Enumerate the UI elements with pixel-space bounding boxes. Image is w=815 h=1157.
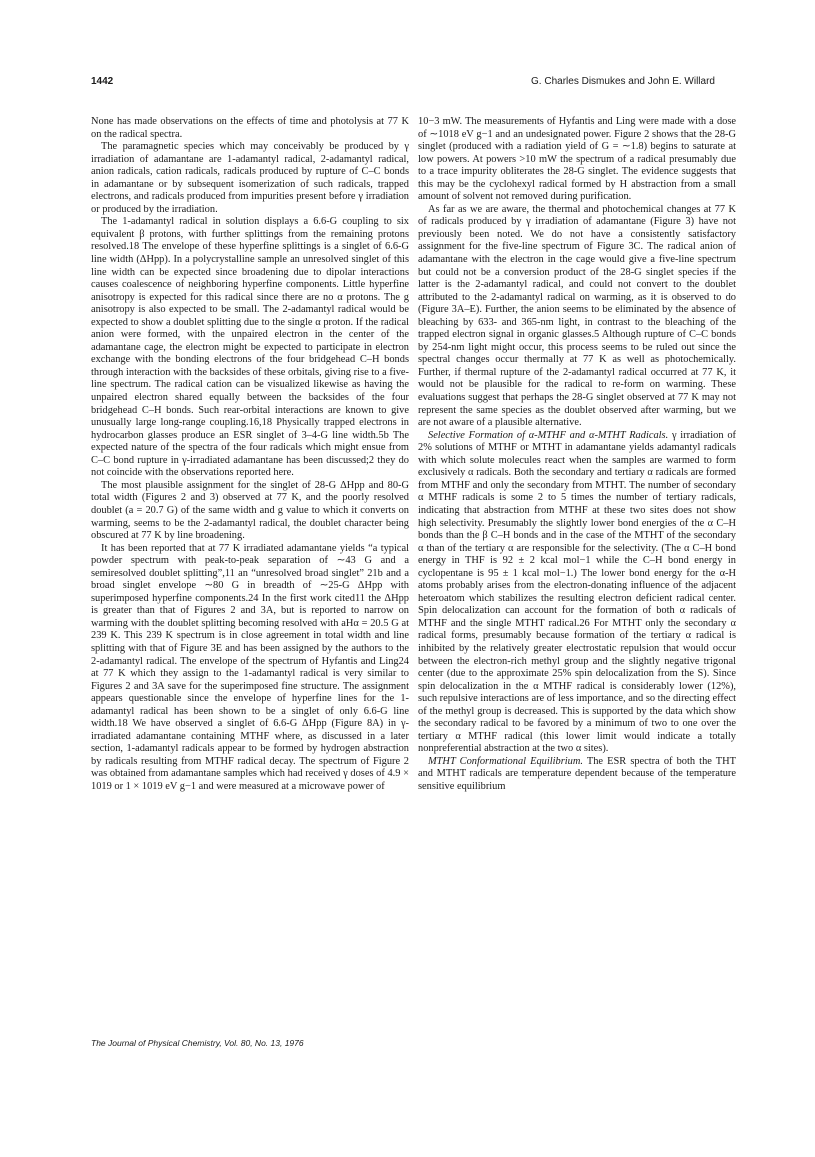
paragraph: The paramagnetic species which may conceivably be produced by γ irradiation of adamantane are 1-adamantyl radical, 2-adamantyl radical, anion radicals, cation radicals, radicals produced by rupture of C–C bonds in adamantane or by subsequent isomerization of such radicals, trapped electrons, and radicals produced from impurities present before γ irradiation or produced by the irradiation. bbox=[91, 141, 409, 215]
paragraph: The most plausible assignment for the singlet of 28-G ΔHpp and 80-G total width (Figures 2 and 3) observed at 77 K, and the poorly resolved doublet (a = 20.7 G) of the same width and g value to which it converts on warming, seems to be the 2-adamantyl radical, the doublet character being obscured at 77 K by line broadening. bbox=[91, 479, 409, 542]
left-column bbox=[91, 116, 409, 794]
paragraph: It has been reported that at 77 K irradiated adamantane yields “a typical powder spectrum with peak-to-peak separation of ∼43 G and a semiresolved doublet splitting”,11 an “unresolved broad singlet” 21b and a broad singlet envelope ∼80 G in breadth of ∼25-G ΔHpp with superimposed hyperfine components.24 In the first work cited11 the ΔHpp is greater than that of Figures 2 and 3A, but is reported to narrow on warming with the doublet splitting becoming resolved with aHα = 20.5 G at 239 K. This 239 K spectrum is in close agreement in total width and line splitting with that of Figure 3E and has been assigned by the authors to the 2-adamantyl radical. The envelope of the spectrum of Hyfantis and Ling24 at 77 K which they assign to the 1-adamantyl radical is very similar to Figures 2 and 3A save for the superimposed fine structure. The assignment appears questionable since the envelope of hyperfine lines for the 1-adamantyl radical has been shown to be a singlet of only 6.6-G line width.18 We have observed a singlet of 6.6-G ΔHpp (Figure 8A) in γ-irradiated adamantane containing MTHF where, as discussed in a later section, 1-adamantyl radicals appear to be formed by hydrogen abstraction by radicals resulting from MTHF radical decay. The spectrum of Figure 2 was obtained from adamantane samples which had received γ doses of 4.9 × 1019 or 1 × 1019 eV g−1 and were measured at a microwave power of bbox=[91, 542, 409, 792]
paragraph: None has made observations on the effects of time and photolysis at 77 K on the radical spectra. bbox=[91, 116, 409, 140]
section-body: The ESR spectra of both the THT and MTHT radicals are temperature dependent because of the temperature sensitive equilibrium bbox=[418, 755, 736, 792]
section-body: γ irradiation of 2% solutions of MTHF or MTHT in adamantane yields adamantyl radicals with which solute molecules react when the samples are warmed to form exclusively α radicals. Both the secondary and tertiary α radicals are formed from MTHF and only the secondary from MTHT. The number of secondary α MTHF radicals is some 2 to 5 times the number of tertiary radicals, indicating that abstraction from MTHF at these two sites does not show high selectivity. Presumably the slightly lower bond energies of the α C–H bonds than the β C–H bonds and in the case of the MTHT of the secondary α than of the tertiary α are responsible for the selectivity. (The α C–H bond energy in THF is 92 ± 2 kcal mol−1 while the C–H bond energy in cyclopentane is 95 ± 1 kcal mol−1.) The lower bond energy for the α-H atoms probably arises from the electron-donating influence of the adjacent heteroatom which stabilizes the resulting electron deficient radical center. Spin delocalization can account for the formation of both α radicals of MTHF and the single MTHT radical.26 For MTHT only the secondary α radical forms, presumably because formation of the tertiary α radical is inhibited by the relatively greater electrostatic repulsion that would occur between the electron-rich methyl group and the slightly negative trigonal center (due to the approximate 25% spin delocalization from the S). Since spin delocalization in the α MTHF radical is considerably lower (12%), such repulsive interactions are of less importance, and so the directing effect of the methyl group is decreased. This is supported by the data which show the secondary radical to be favored by a minimum of two to one over the tertiary α MTHF radical (this lower limit would indicate a totally nonpreferential abstraction at the two α sites). bbox=[418, 429, 736, 755]
page-number: 1442 bbox=[91, 76, 114, 87]
paragraph: 10−3 mW. The measurements of Hyfantis and Ling were made with a dose of ∼1018 eV g−1 and an undesignated power. Figure 2 shows that the 28-G singlet (produced with a radiation yield of G = ∼1.8) begins to saturate at low powers. At powers >10 mW the spectrum of a radical presumably due to a trace impurity obliterates the 28-G singlet. The evidence suggests that this may be the cyclohexyl radical formed by H abstraction from a small amount of solvent not removed during purification. bbox=[418, 116, 736, 203]
running-head-authors: G. Charles Dismukes and John E. Willard bbox=[531, 76, 715, 87]
section-paragraph bbox=[418, 430, 736, 756]
section-heading: Selective Formation of α-MTHF and α-MTHT Radicals. bbox=[428, 429, 669, 441]
paragraph: As far as we are aware, the thermal and photochemical changes at 77 K of radicals produced by γ irradiation of adamantane (Figure 3) have not previously been noted. We do not have a consistently satisfactory assignment for the five-line spectrum of Figure 3C. The radical anion of adamantane with the electron in the cage would give a five-line spectrum but could not be a conversion product of the 28-G singlet species if the latter is the 2-adamantyl radical, and could not convert to the doublet attributed to the 2-adamantyl radical on warming, as it is observed to do (Figure 3A–E). Further, the anion seems to be eliminated by the absence of bleaching by 633- and 365-nm light, in contrast to the bleaching of the trapped electron signal in organic glasses.5 Although rupture of C–C bonds by 254-nm light might occur, this process seems to be ruled out since the spectral changes occur thermally at 77 K as well as photochemically. Further, if thermal rupture of the 2-adamantyl radical occurred at 77 K, it would not be plausible for the radical to re-form on warming. These evaluations suggest that perhaps the 28-G singlet observed at 77 K may not represent the same species as the doublet observed after warming, but we are not aware of a plausible alternative. bbox=[418, 203, 736, 429]
journal-footer: The Journal of Physical Chemistry, Vol. 80, No. 13, 1976 bbox=[91, 1038, 304, 1048]
paragraph: The 1-adamantyl radical in solution displays a 6.6-G coupling to six equivalent β protons, with further splittings from the remaining protons resolved.18 The envelope of these hyperfine splittings is a singlet of 6.6-G line width (ΔHpp). In a polycrystalline sample an unresolved singlet of this line width can be expected since broadening due to dipolar interactions causes coalescence of neighboring hyperfine components. Little hyperfine anisotropy is expected for this radical since there are no α protons. The g anisotropy is also expected to be small. The 2-adamantyl radical would be expected to show a doublet splitting due to the single α proton. If the radical anion were formed, with the unpaired electron in the center of the adamantane cage, the electron might be expected to participate in electron exchange with the bonding electrons of the four bridgehead C–H bonds through interaction with the backsides of these orbitals, giving rise to a five-line spectrum. The radical cation can be visualized likewise as having the unpaired electron shared equally between the backsides of the four bridgehead C–H bonds. Such rear-orbital interactions are known to give unusually large long-range coupling.16,18 Physically trapped electrons in hydrocarbon glasses produce an ESR singlet of 3–4-G line width.5b The expected nature of the spectra of the four radicals which might ensue from C–C bond rupture in γ-irradiated adamantane has been discussed;2 they do not coincide with the observations reported here. bbox=[91, 216, 409, 479]
section-paragraph bbox=[418, 756, 736, 794]
right-column bbox=[418, 116, 736, 794]
section-heading: MTHT Conformational Equilibrium. bbox=[428, 755, 583, 767]
